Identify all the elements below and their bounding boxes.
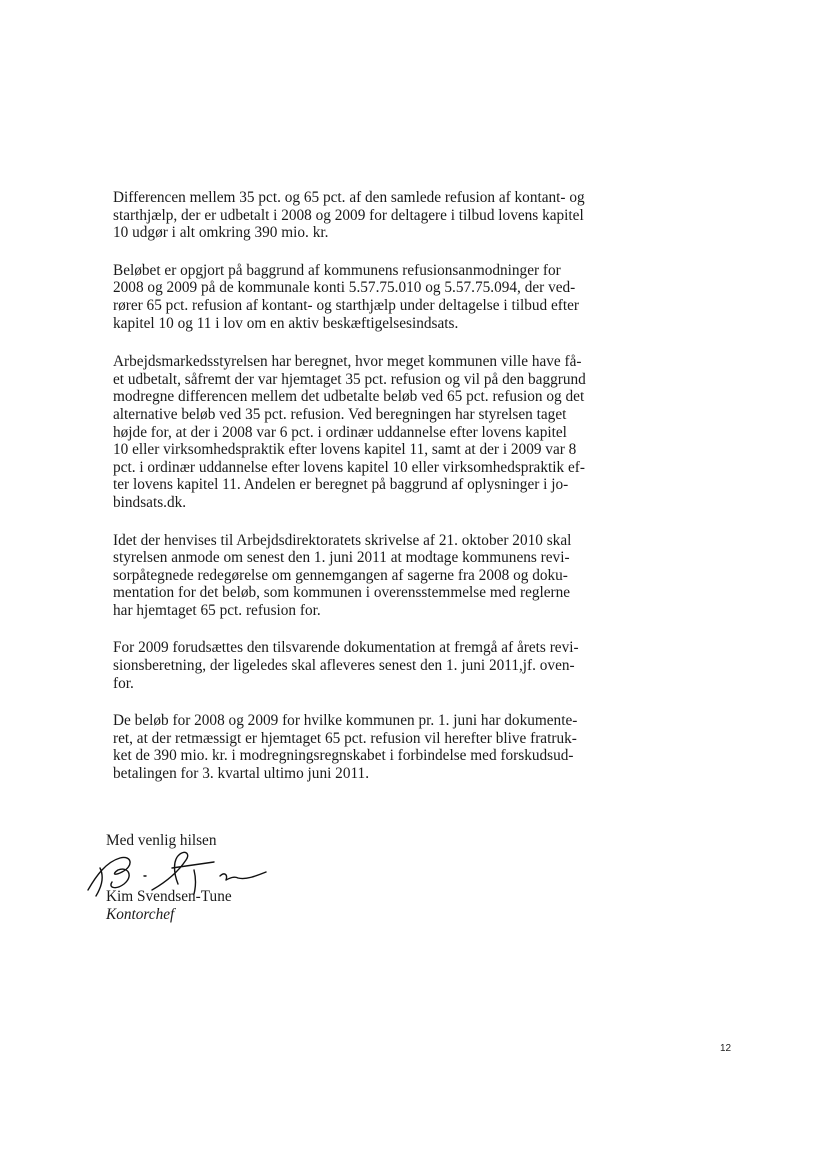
paragraph-request <box>113 532 613 620</box>
text-line: sionsberetning, der ligeledes skal afleveres senest den 1. juni 2011,jf. oven- <box>113 657 575 675</box>
closing-greeting: Med venlig hilsen <box>106 832 217 849</box>
text-line: mentation for det beløb, som kommunen i overensstemmelse med reglerne <box>113 584 571 602</box>
paragraph-calculation <box>113 353 613 511</box>
text-line: alternative beløb ved 35 pct. refusion. Ved beregningen har styrelsen taget <box>113 405 567 423</box>
paragraph-2009-documentation <box>113 639 613 692</box>
text-line: Differencen mellem 35 pct. og 65 pct. af den samlede refusion af kontant- og <box>113 189 585 206</box>
text-line: højde for, at der i 2008 var 6 pct. i ordinær uddannelse efter lovens kapitel <box>113 423 567 441</box>
text-line: 10 eller virksomhedspraktik efter lovens kapitel 11, samt at der i 2009 var 8 <box>113 441 577 459</box>
paragraph-basis <box>113 262 613 332</box>
signer-name: Kim Svendsen-Tune <box>106 888 232 905</box>
text-line: 2008 og 2009 på de kommunale konti 5.57.75.010 og 5.57.75.094, der ved- <box>113 279 576 297</box>
text-line: bindsats.dk. <box>113 493 187 511</box>
text-line: har hjemtaget 65 pct. refusion for. <box>113 601 321 619</box>
text-line: modregne differencen mellem det udbetalte beløb ved 65 pct. refusion og det <box>113 388 585 406</box>
paragraph-difference <box>113 189 613 242</box>
text-line: pct. i ordinær uddannelse efter lovens kapitel 10 eller virksomhedspraktik ef- <box>113 458 585 476</box>
signer-title: Kontorchef <box>106 906 175 923</box>
paragraph-deduction <box>113 712 613 782</box>
text-line: ket de 390 mio. kr. i modregningsregnskabet i forbindelse med forskudsud- <box>113 747 574 765</box>
text-line: Arbejdsmarkedsstyrelsen har beregnet, hvor meget kommunen ville have få- <box>113 353 582 371</box>
text-line: rører 65 pct. refusion af kontant- og starthjælp under deltagelse i tilbud efter <box>113 296 579 314</box>
text-line: styrelsen anmode om senest den 1. juni 2011 at modtage kommunens revi- <box>113 549 570 567</box>
text-line: for. <box>113 674 134 692</box>
text-line: ter lovens kapitel 11. Andelen er beregnet på baggrund af oplysninger i jo- <box>113 476 569 494</box>
text-line: 10 udgør i alt omkring 390 mio. kr. <box>113 224 329 242</box>
text-line: ret, at der retmæssigt er hjemtaget 65 pct. refusion vil herefter blive fratruk- <box>113 729 577 747</box>
text-line: sorpåtegnede redegørelse om gennemgangen af sagerne fra 2008 og doku- <box>113 566 568 584</box>
text-line: For 2009 forudsættes den tilsvarende dokumentation at fremgå af årets revi- <box>113 639 579 657</box>
text-line: Beløbet er opgjort på baggrund af kommunens refusionsanmodninger for <box>113 261 561 279</box>
text-line: Idet der henvises til Arbejdsdirektoratets skrivelse af 21. oktober 2010 skal <box>113 531 572 549</box>
text-line: starthjælp, der er udbetalt i 2008 og 2009 for deltagere i tilbud lovens kapitel <box>113 206 584 224</box>
text-line: kapitel 10 og 11 i lov om en aktiv beskæftigelsesindsats. <box>113 314 459 332</box>
text-line: betalingen for 3. kvartal ultimo juni 2011. <box>113 765 370 783</box>
letter-body <box>113 189 613 783</box>
page-number: 12 <box>720 1043 732 1054</box>
text-line: De beløb for 2008 og 2009 for hvilke kommunen pr. 1. juni har dokumente- <box>113 712 578 730</box>
text-line: et udbetalt, såfremt der var hjemtaget 35 pct. refusion og vil på den baggrund <box>113 370 586 388</box>
